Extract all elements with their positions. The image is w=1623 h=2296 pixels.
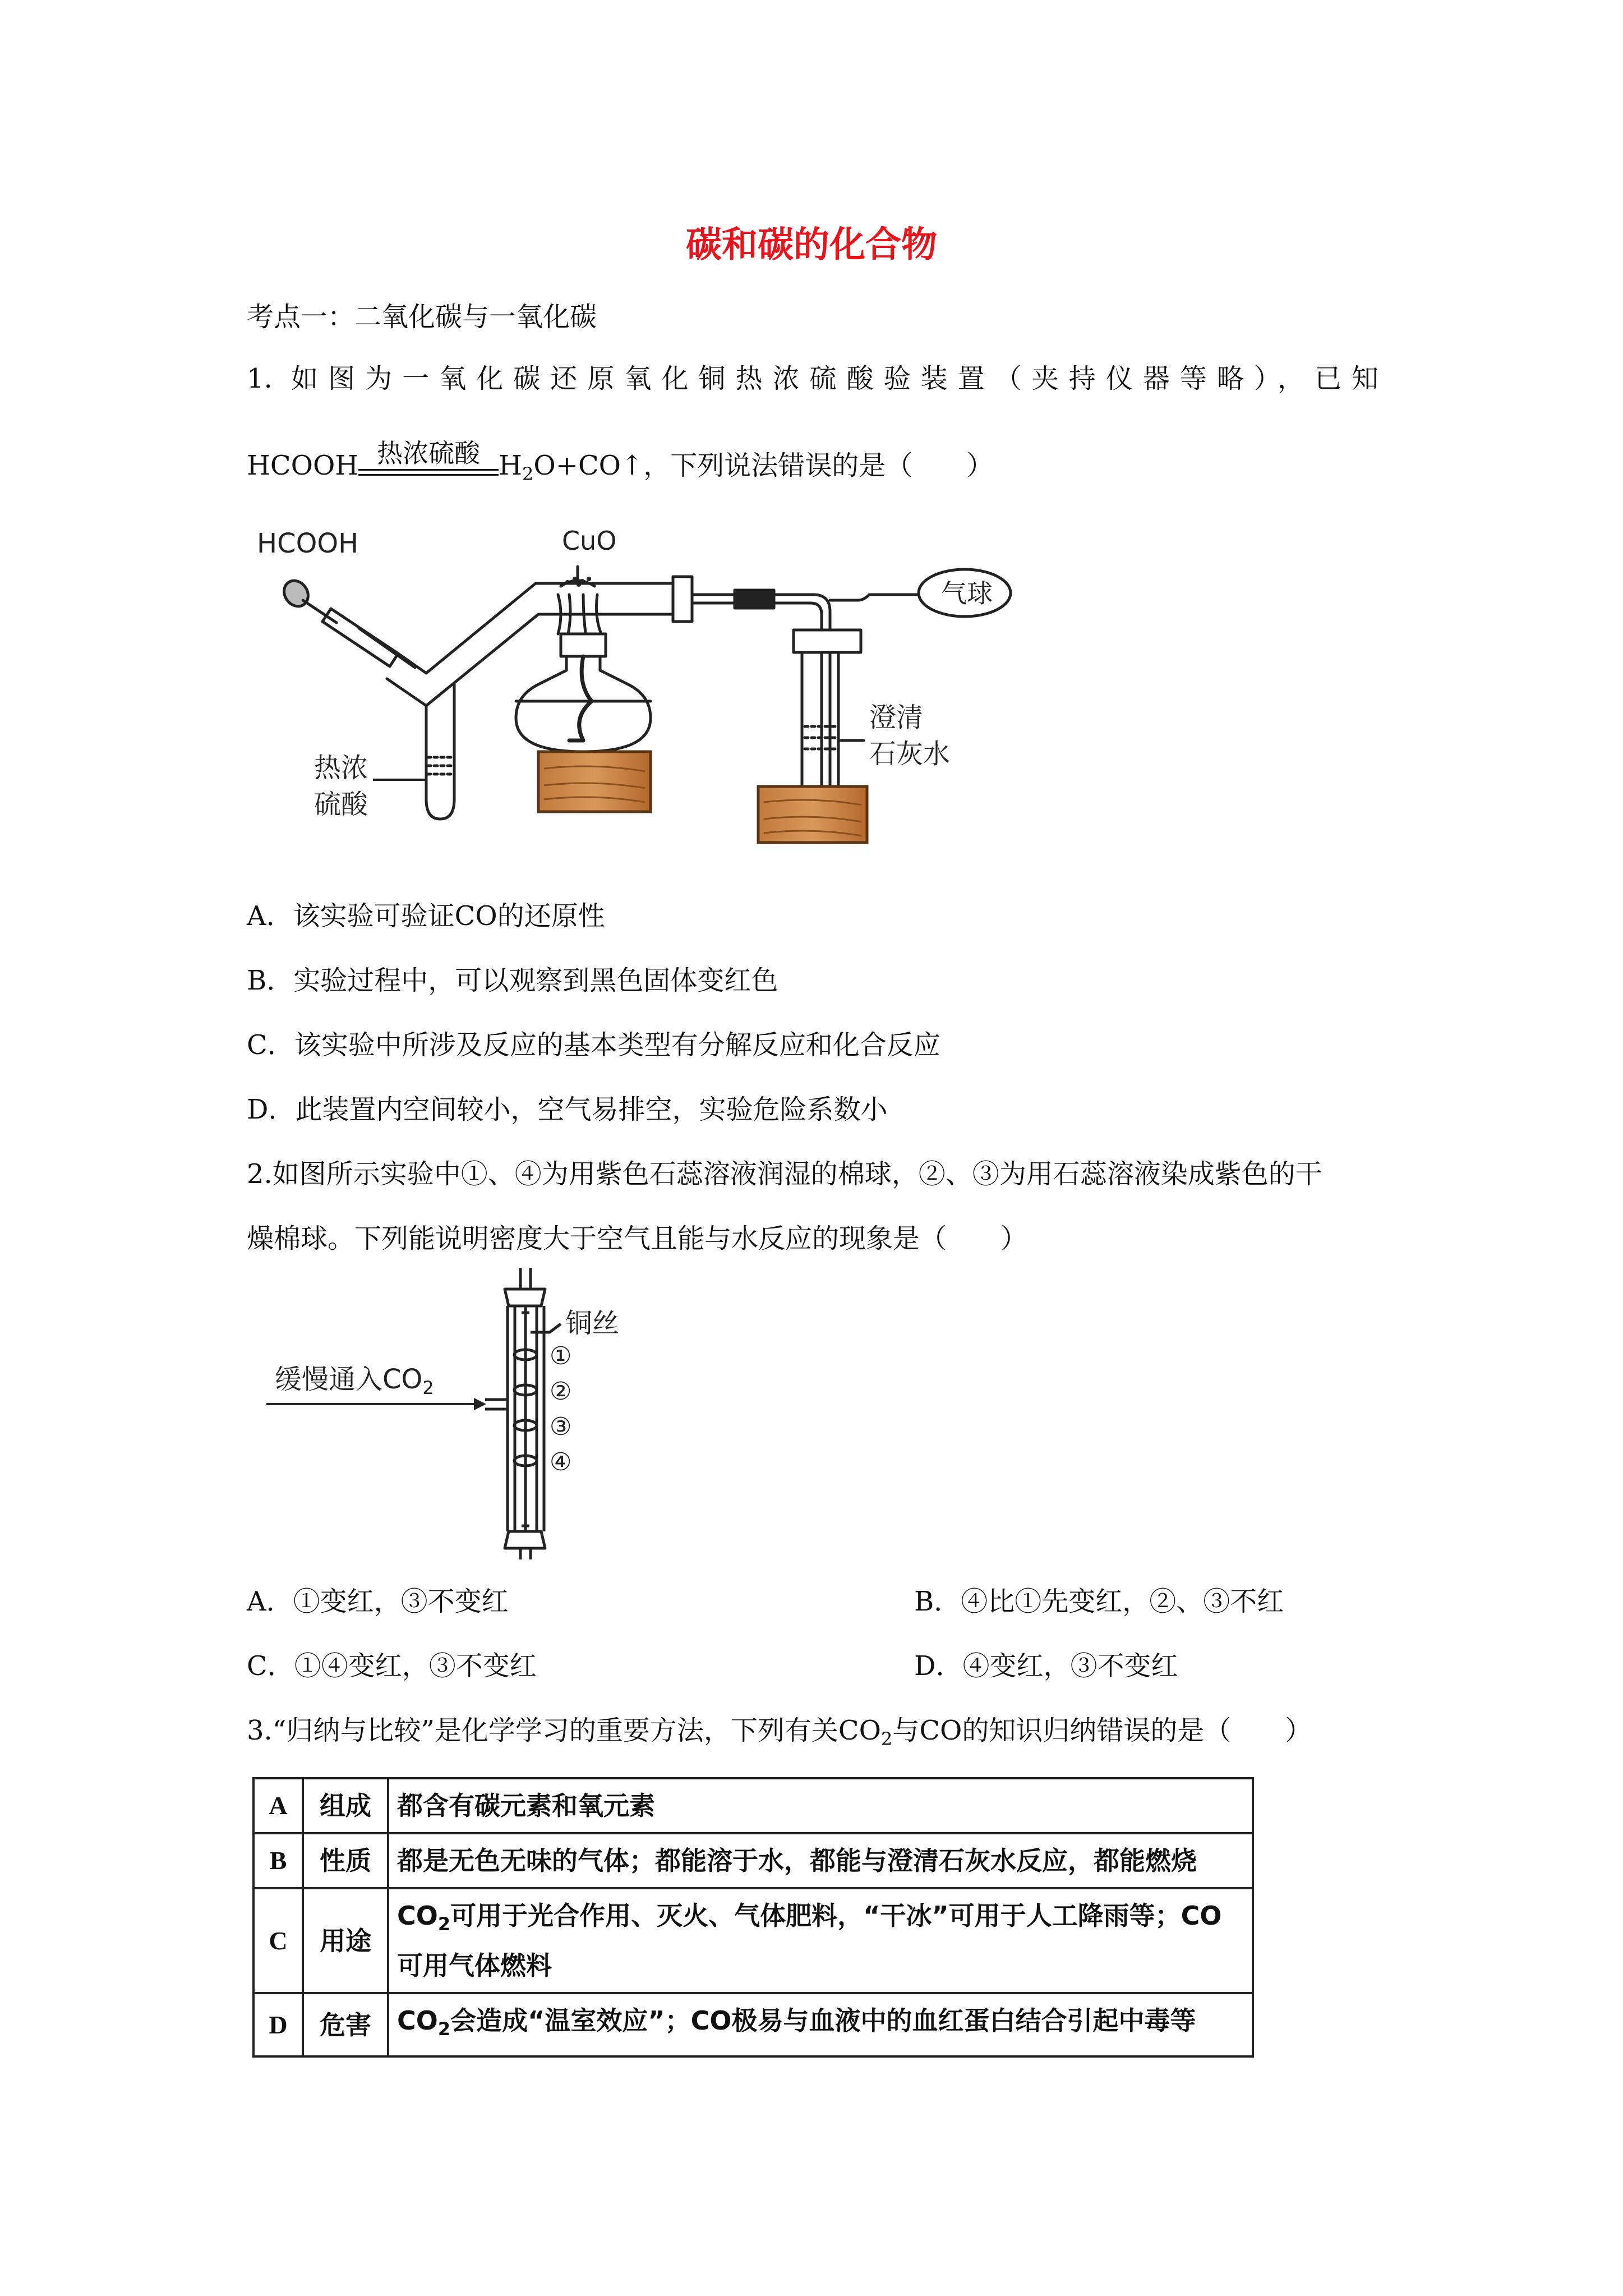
- q1-option-d: D．此装置内空间较小，空气易排空，实验危险系数小: [247, 1094, 888, 1125]
- row-key: C: [253, 1888, 303, 1993]
- row-desc-part1: CO: [397, 2005, 438, 2036]
- q1-eq-condition: [358, 438, 499, 482]
- label-hot-acid-line1: 热浓: [314, 752, 368, 784]
- label-balloon: 气球: [941, 578, 993, 609]
- q1-eq-bar2: [358, 474, 499, 476]
- row-desc-sub: 2: [437, 1913, 451, 1935]
- row-desc: 都含有碳元素和氧元素: [388, 1778, 1253, 1833]
- label-limewater-line1: 澄清: [869, 702, 924, 733]
- row-key: D: [253, 1993, 303, 2056]
- q2-option-c: C．①④变红，③不变红: [247, 1650, 537, 1682]
- q2-option-b: B．④比①先变红，②、③不红: [914, 1586, 1284, 1617]
- row-field: 用途: [303, 1888, 388, 1993]
- q1-eq-bar: [358, 469, 499, 471]
- q2-option-d: D．④变红，③不变红: [914, 1650, 1178, 1682]
- q1-eq-condition-text: 热浓硫酸: [377, 438, 481, 468]
- q3-stem-part2: 与CO的知识归纳错误的是（ ）: [892, 1715, 1312, 1746]
- row-desc-sub: 2: [437, 2018, 451, 2040]
- table-row: [253, 1778, 1253, 1833]
- q1-option-a: A．该实验可验证CO的还原性: [247, 900, 605, 932]
- row-desc: 都是无色无味的气体；都能溶于水，都能与澄清石灰水反应，都能燃烧: [388, 1833, 1253, 1888]
- row-field: 危害: [303, 1993, 388, 2056]
- q3-stem-part1: 3.“归纳与比较”是化学学习的重要方法，下列有关CO: [247, 1715, 881, 1746]
- row-desc: [388, 1993, 1253, 2056]
- q1-eq-rest: O+CO↑，下列说法错误的是（ ）: [533, 450, 994, 481]
- q2-option-a: A．①变红，③不变红: [247, 1586, 509, 1617]
- q1-apparatus-figure: [247, 516, 1122, 853]
- q1-option-b: B．实验过程中，可以观察到黑色固体变红色: [247, 965, 778, 996]
- q2-stem-line2: 燥棉球。下列能说明密度大于空气且能与水反应的现象是（ ）: [247, 1223, 1028, 1254]
- label-ball-2: ②: [550, 1377, 572, 1406]
- label-limewater-line2: 石灰水: [869, 738, 951, 770]
- q3-stem-sub: 2: [880, 1728, 893, 1750]
- label-hot-acid-line2: 硫酸: [314, 789, 368, 820]
- q1-stem-line2: [247, 438, 994, 491]
- q1-option-c: C．该实验中所涉及反应的基本类型有分解反应和化合反应: [247, 1029, 940, 1061]
- row-desc: [388, 1888, 1253, 1993]
- table-row: [253, 1993, 1253, 2056]
- section-heading: 考点一：二氧化碳与一氧化碳: [247, 301, 597, 333]
- label-ball-4: ④: [550, 1448, 572, 1476]
- page-title: 碳和碳的化合物: [686, 224, 937, 266]
- label-hcooh: HCOOH: [257, 528, 359, 559]
- label-ball-3: ③: [550, 1412, 572, 1441]
- q3-stem: [247, 1714, 1312, 1756]
- label-co2-inlet-sub: 2: [422, 1377, 434, 1398]
- row-field: 性质: [303, 1833, 388, 1888]
- label-co2-inlet: [275, 1364, 434, 1398]
- q1-eq-sub2: 2: [522, 463, 534, 485]
- row-field: 组成: [303, 1778, 388, 1833]
- row-key: B: [253, 1833, 303, 1888]
- q1-eq-h2o: H: [499, 450, 523, 481]
- q3-knowledge-table: [252, 1777, 1254, 2058]
- row-desc-part2: 可用于光合作用、灭火、气体肥料，“干冰”可用于人工降雨等；CO可用气体燃料: [397, 1901, 1222, 1981]
- q2-apparatus-figure: [258, 1268, 684, 1559]
- row-desc-part1: CO: [397, 1901, 438, 1931]
- label-copper-wire: 铜丝: [565, 1308, 620, 1339]
- label-ball-1: ①: [550, 1342, 572, 1370]
- q1-eq-left: HCOOH: [247, 450, 359, 481]
- label-co2-inlet-text: 缓慢通入CO: [275, 1364, 423, 1395]
- row-desc-part2: 会造成“温室效应”；CO极易与血液中的血红蛋白结合引起中毒等: [450, 2005, 1196, 2036]
- table-row: [253, 1833, 1253, 1888]
- label-cuo: CuO: [562, 526, 617, 556]
- q1-stem-line1: 1. 如图为一氧化碳还原氧化铜热浓硫酸验装置（夹持仪器等略），已知: [247, 363, 1378, 394]
- q2-stem-line1: 2.如图所示实验中①、④为用紫色石蕊溶液润湿的棉球，②、③为用石蕊溶液染成紫色的干: [247, 1158, 1322, 1190]
- table-row: [253, 1888, 1253, 1993]
- row-key: A: [253, 1778, 303, 1833]
